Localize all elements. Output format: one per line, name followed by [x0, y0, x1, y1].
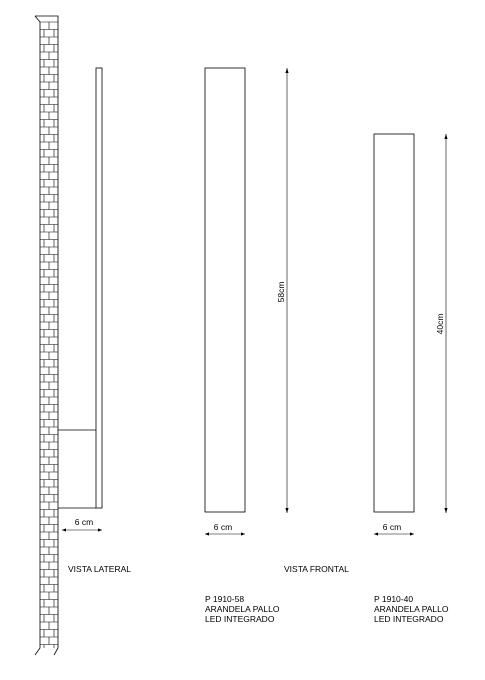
- model-code-58: P 1910-58: [205, 594, 245, 604]
- model-code-40: P 1910-40: [374, 594, 414, 604]
- brick-wall: [35, 16, 58, 655]
- width-label-58: 6 cm: [213, 522, 233, 532]
- height-label-40: 40cm: [435, 313, 445, 335]
- front-fixture-58: [205, 68, 289, 536]
- front-fixture-58-body: [205, 68, 245, 512]
- side-width-label: 6 cm: [74, 517, 94, 527]
- model-type-40: LED INTEGRADO: [374, 614, 444, 624]
- model-caption-40: [374, 594, 449, 624]
- front-fixture-40-body: [374, 134, 414, 512]
- height-label-58: 58cm: [276, 281, 286, 303]
- model-type-58: LED INTEGRADO: [205, 614, 275, 624]
- front-fixture-40: [374, 134, 448, 536]
- side-fixture-body: [96, 68, 102, 508]
- side-width-dimension: [62, 517, 102, 532]
- width-label-40: 6 cm: [382, 522, 402, 532]
- side-view-fixture: [58, 68, 102, 508]
- side-view-label: VISTA LATERAL: [68, 564, 131, 574]
- model-name-58: ARANDELA PALLO: [205, 604, 280, 614]
- front-view-label: VISTA FRONTAL: [284, 564, 349, 574]
- model-name-40: ARANDELA PALLO: [374, 604, 449, 614]
- model-caption-58: [205, 594, 280, 624]
